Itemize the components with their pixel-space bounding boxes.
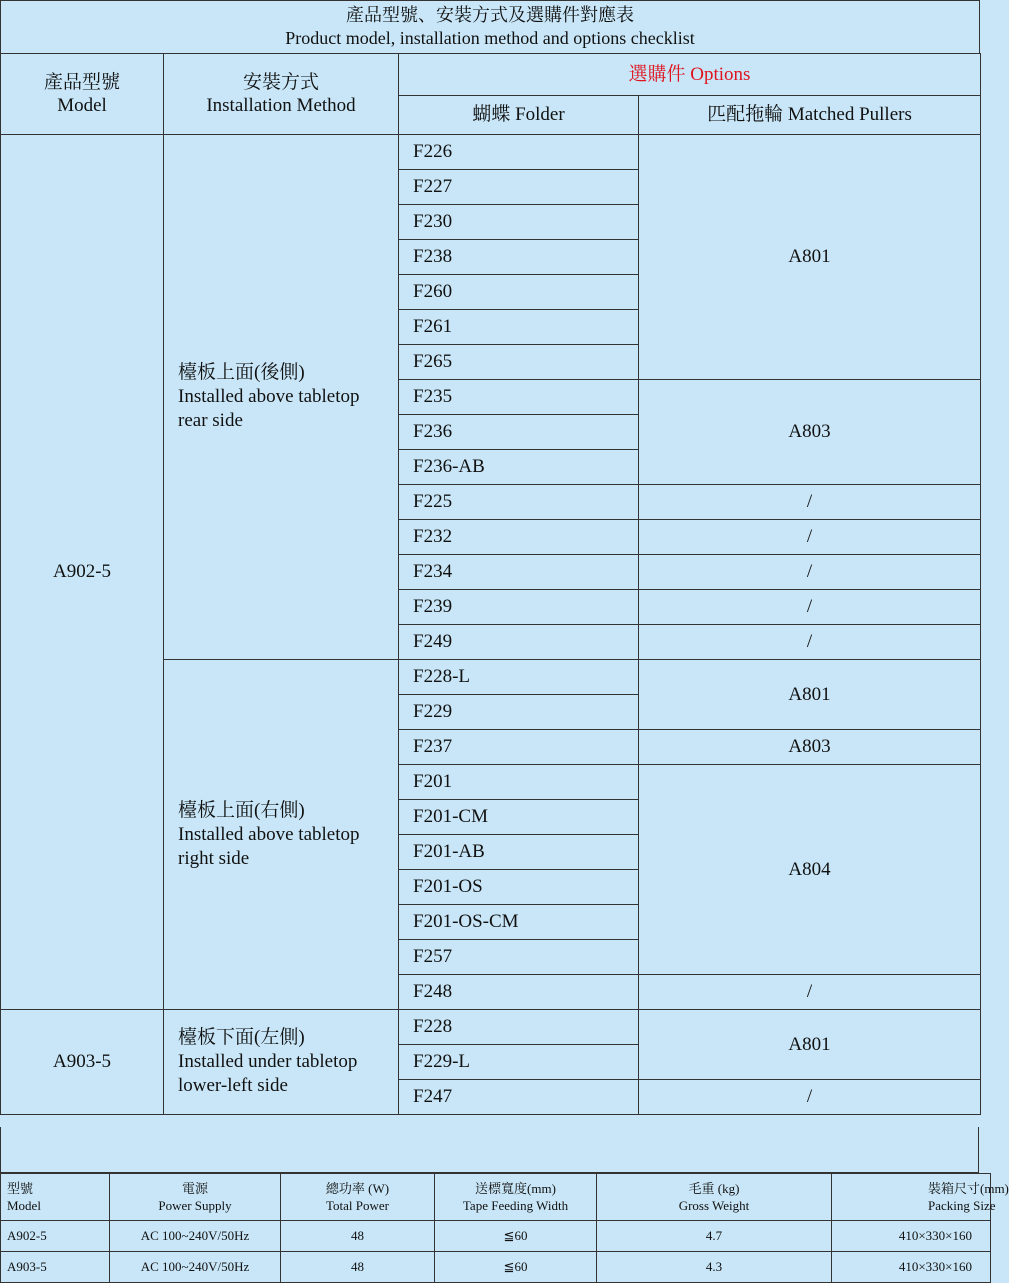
method-en-line: lower-left side (178, 1075, 288, 1096)
pullers-header: 匹配拖輪 Matched Pullers (639, 95, 981, 135)
spec-cell: 4.7 (597, 1221, 832, 1252)
folder-cell: F265 (399, 345, 639, 380)
spec-header-cell (110, 1174, 281, 1221)
spec-cell: 4.3 (597, 1252, 832, 1283)
method-en-line: Installed above tabletop (178, 386, 360, 407)
method-en-line: right side (178, 847, 250, 869)
spec-cell: ≦60 (435, 1221, 597, 1252)
spec-header-zh: 電源 (181, 1181, 208, 1196)
folder-cell: F201 (399, 765, 639, 800)
spec-header-en: Gross Weight (678, 1198, 750, 1213)
model-header-en: Model (57, 95, 107, 116)
folder-cell: F260 (399, 275, 639, 310)
folder-cell: F225 (399, 485, 639, 520)
folder-cell: F248 (399, 975, 639, 1010)
spec-header-en: Model (7, 1198, 41, 1213)
folder-cell: F201-OS (399, 870, 639, 905)
folder-header: 蝴蝶 Folder (399, 95, 639, 135)
puller-cell: / (639, 975, 981, 1010)
puller-cell: / (639, 625, 981, 660)
folder-cell: F261 (399, 310, 639, 345)
puller-cell: A803 (639, 380, 981, 485)
spec-row (1, 1252, 991, 1283)
title-zh: 產品型號、安裝方式及選購件對應表 (346, 5, 634, 25)
installation-method-cell (164, 660, 399, 1010)
spec-header-en: Total Power (326, 1198, 389, 1213)
puller-cell: / (639, 590, 981, 625)
spec-cell: 48 (281, 1221, 435, 1252)
folder-cell: F228-L (399, 660, 639, 695)
spec-header-zh: 毛重 (kg) (688, 1181, 740, 1196)
folder-cell: F228 (399, 1010, 639, 1045)
spec-cell: ≦60 (435, 1252, 597, 1283)
folder-cell: F249 (399, 625, 639, 660)
model-header-zh: 產品型號 (43, 72, 120, 93)
folder-cell: F235 (399, 380, 639, 415)
title-table (0, 0, 980, 54)
spec-header-en: Power Supply (158, 1198, 232, 1213)
spec-header-cell (281, 1174, 435, 1221)
spec-cell: 48 (281, 1252, 435, 1283)
model-cell: A902-5 (1, 135, 164, 1010)
folder-cell: F226 (399, 135, 639, 170)
folder-cell: F230 (399, 205, 639, 240)
puller-cell: A804 (639, 765, 981, 975)
folder-cell: F236 (399, 415, 639, 450)
document-title (1, 1, 980, 54)
puller-cell: A801 (639, 135, 981, 380)
method-header (164, 54, 399, 135)
folder-cell: F247 (399, 1080, 639, 1115)
installation-method-cell (164, 1010, 399, 1115)
spec-header-zh: 型號 (7, 1181, 34, 1196)
method-header-en: Installation Method (206, 95, 356, 116)
spec-cell: 410×330×160 (832, 1221, 991, 1252)
table-row (1, 1010, 981, 1045)
folder-cell: F234 (399, 555, 639, 590)
method-en-line: Installed under tabletop (178, 1051, 358, 1072)
folder-cell: F257 (399, 940, 639, 975)
table-row (1, 135, 981, 170)
method-header-zh: 安裝方式 (242, 72, 319, 93)
folder-cell: F227 (399, 170, 639, 205)
installation-method-cell (164, 135, 399, 660)
puller-cell: / (639, 555, 981, 590)
title-en: Product model, installation method and options checklist (285, 28, 695, 48)
spec-header-zh: 送標寬度(mm) (475, 1181, 556, 1196)
spec-header-en: Tape Feeding Width (462, 1198, 569, 1213)
header-row (1, 54, 981, 96)
method-zh: 檯板下面(左側) (178, 1027, 305, 1048)
spec-cell: A902-5 (1, 1221, 110, 1252)
puller-cell: A801 (639, 660, 981, 730)
folder-cell: F201-OS-CM (399, 905, 639, 940)
method-en-line: rear side (178, 410, 243, 431)
folder-cell: F229-L (399, 1045, 639, 1080)
puller-cell: / (639, 485, 981, 520)
folder-cell: F237 (399, 730, 639, 765)
folder-cell: F236-AB (399, 450, 639, 485)
spec-header-zh: 裝箱尺寸(mm) (928, 1181, 1009, 1196)
spec-header-en: Packing Size (928, 1198, 996, 1213)
method-zh: 檯板上面(後側) (178, 362, 305, 383)
puller-cell: / (639, 1080, 981, 1115)
folder-cell: F238 (399, 240, 639, 275)
spec-header-cell (597, 1174, 832, 1221)
spec-cell: AC 100~240V/50Hz (110, 1221, 281, 1252)
spec-row (1, 1221, 991, 1252)
method-zh: 檯板上面(右側) (178, 799, 305, 821)
options-checklist-table (0, 53, 981, 1115)
folder-cell: F229 (399, 695, 639, 730)
spec-header-zh: 總功率 (W) (325, 1181, 390, 1196)
method-en-line: Installed above tabletop (178, 823, 360, 845)
model-header (1, 54, 164, 135)
spec-header-row (1, 1174, 991, 1221)
spec-header-cell (832, 1174, 1009, 1221)
spec-table (0, 1173, 1009, 1283)
puller-cell: / (639, 520, 981, 555)
spec-cell: AC 100~240V/50Hz (110, 1252, 281, 1283)
options-header: 選購件 Options (399, 54, 981, 96)
folder-cell: F232 (399, 520, 639, 555)
spec-header-cell (435, 1174, 597, 1221)
spec-cell: A903-5 (1, 1252, 110, 1283)
puller-cell: A801 (639, 1010, 981, 1080)
spacer-row (0, 1127, 979, 1173)
puller-cell: A803 (639, 730, 981, 765)
folder-cell: F201-AB (399, 835, 639, 870)
folder-cell: F239 (399, 590, 639, 625)
folder-cell: F201-CM (399, 800, 639, 835)
model-cell: A903-5 (1, 1010, 164, 1115)
spec-cell: 410×330×160 (832, 1252, 991, 1283)
spec-header-cell (1, 1174, 110, 1221)
